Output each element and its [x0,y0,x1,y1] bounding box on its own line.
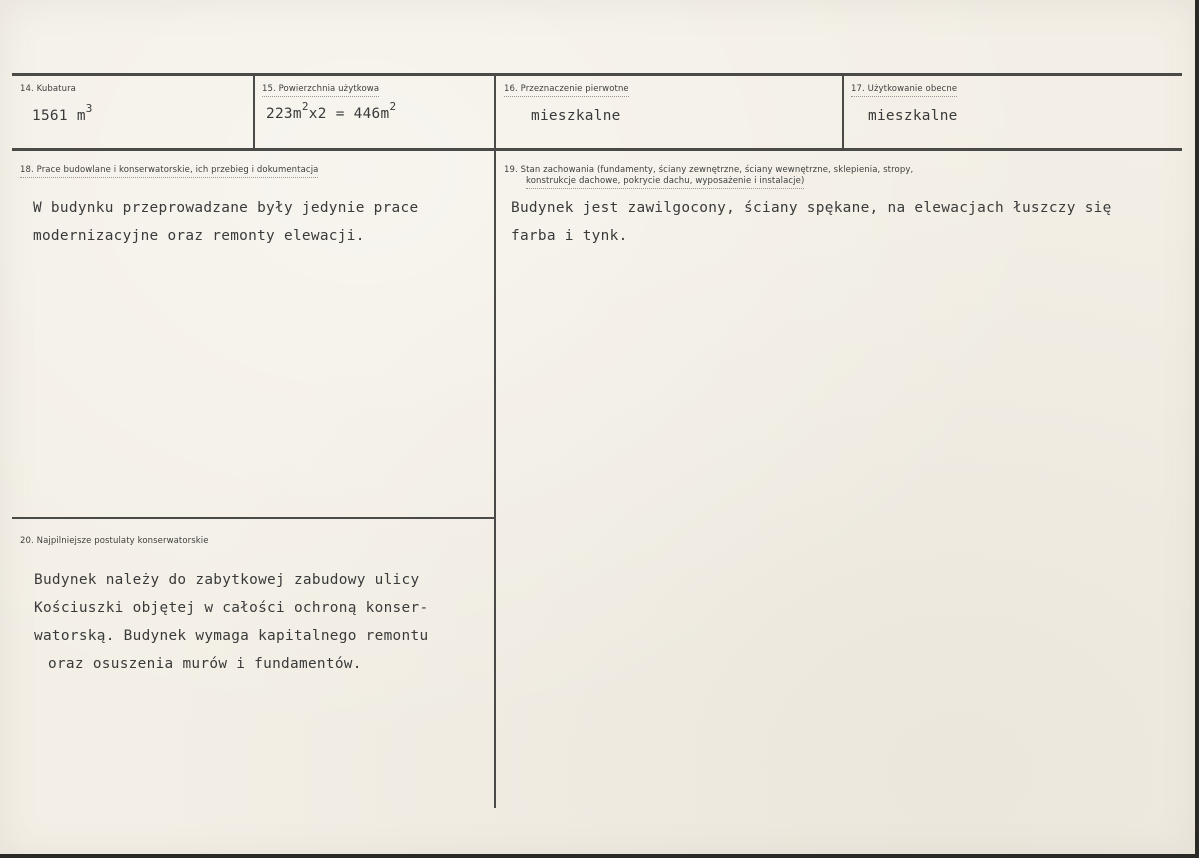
przeznaczenie-label: 16. Przeznaczenie pierwotne [504,84,629,97]
kubatura-label: 14. Kubatura [20,84,76,94]
stan-line-2: farba i tynk. [511,228,628,244]
kubatura-value: 1561 $m^3$ [32,102,93,124]
uzytkowanie-label: 17. Użytkowanie obecne [851,84,957,97]
stan-zachowania-label-2: konstrukcje dachowe, pokrycie dachu, wyposażenie i instalacje) [526,176,804,189]
postulaty-label: 20. Najpilniejsze postulaty konserwatorskie [20,536,209,546]
postulaty-line-3: watorską. Budynek wymaga kapitalnego remontu [34,628,429,644]
column-divider-main [494,75,496,808]
postulaty-line-1: Budynek należy do zabytkowej zabudowy ulicy [34,572,420,588]
card-edge-right [1195,0,1199,858]
stan-zachowania-label-1: 19. Stan zachowania (fundamenty, ściany zewnętrzne, ściany wewnętrzne, sklepienia, stropy, [504,165,914,175]
card-edge-bottom [0,854,1199,858]
stan-zachowania-text-area [496,190,1195,260]
top-rule [12,73,1182,76]
powierzchnia-value: $223m^2x2 = 446m^2$ [266,100,397,122]
section-divider-20 [12,517,494,519]
stan-line-1: Budynek jest zawilgocony, ściany spękane, na elewacjach łuszczy się [511,200,1112,216]
column-divider-14-15 [253,75,255,150]
przeznaczenie-value: mieszkalne [531,108,621,124]
prace-line-1: W budynku przeprowadzane były jedynie prace [33,200,419,216]
column-divider-16-17 [842,75,844,150]
row-divider [12,148,1182,151]
uzytkowanie-value: mieszkalne [868,108,958,124]
prace-line-2: modernizacyjne oraz remonty elewacji. [33,228,365,244]
powierzchnia-label: 15. Powierzchnia użytkowa [262,84,379,97]
prace-budowlane-label: 18. Prace budowlane i konserwatorskie, ich przebieg i dokumentacja [20,165,318,178]
postulaty-line-2: Kościuszki objętej w całości ochroną konser- [34,600,429,616]
postulaty-line-4: oraz osuszenia murów i fundamentów. [48,656,362,672]
